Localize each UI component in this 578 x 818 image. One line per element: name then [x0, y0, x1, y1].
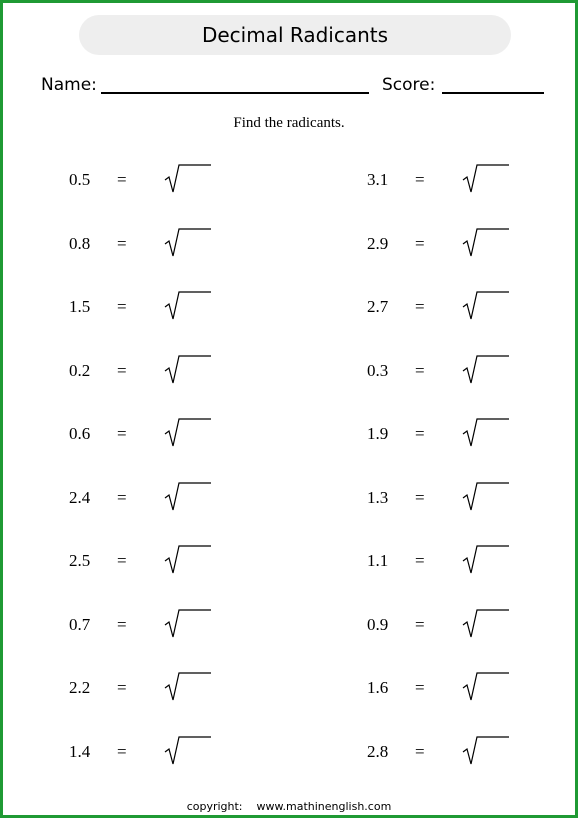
radicand-value: 2.8	[367, 741, 389, 761]
answer-space[interactable]	[479, 230, 509, 256]
equals-sign: =	[117, 233, 127, 253]
score-blank-line	[442, 92, 544, 94]
site-link[interactable]: www.mathinenglish.com	[256, 800, 392, 813]
equals-sign: =	[117, 551, 127, 570]
instruction-text: Find the radicants.	[233, 115, 345, 131]
answer-space[interactable]	[181, 547, 211, 573]
equals-sign: =	[415, 424, 425, 443]
copyright-label: copyright:	[186, 800, 243, 813]
radicand-value: 0.3	[367, 360, 389, 380]
radicand-value: 1.3	[367, 487, 389, 507]
name-blank-line	[101, 92, 369, 94]
answer-space[interactable]	[181, 674, 211, 700]
equals-sign: =	[415, 297, 425, 316]
equals-sign: =	[117, 424, 127, 443]
answer-space[interactable]	[181, 230, 211, 256]
equals-sign: =	[117, 678, 127, 697]
name-label: Name:	[41, 75, 97, 95]
equals-sign: =	[415, 678, 425, 697]
equals-sign: =	[415, 170, 425, 189]
answer-space[interactable]	[479, 738, 509, 764]
radicand-value: 0.5	[69, 170, 91, 189]
radicand-value: 0.6	[69, 424, 91, 443]
equals-sign: =	[117, 741, 127, 761]
radicand-value: 1.1	[367, 551, 389, 570]
answer-space[interactable]	[181, 166, 211, 192]
equals-sign: =	[415, 233, 425, 253]
equals-sign: =	[415, 551, 425, 570]
equals-sign: =	[117, 297, 127, 316]
answer-space[interactable]	[181, 738, 211, 764]
equals-sign: =	[117, 487, 127, 507]
student-info-row	[41, 73, 546, 99]
answer-space[interactable]	[181, 420, 211, 446]
equals-sign: =	[415, 360, 425, 380]
radicand-value: 2.4	[69, 487, 91, 507]
answer-space[interactable]	[181, 357, 211, 383]
radicand-value: 0.7	[69, 614, 91, 634]
answer-space[interactable]	[479, 357, 509, 383]
equals-sign: =	[415, 487, 425, 507]
answer-space[interactable]	[479, 484, 509, 510]
answer-space[interactable]	[181, 611, 211, 637]
equals-sign: =	[415, 741, 425, 761]
radicand-value: 0.2	[69, 360, 91, 380]
radicand-value: 3.1	[367, 170, 389, 189]
radicand-value: 2.7	[367, 297, 389, 316]
answer-space[interactable]	[479, 674, 509, 700]
radicand-value: 1.6	[367, 678, 389, 697]
radicand-value: 2.9	[367, 233, 389, 253]
copyright-footer	[3, 800, 575, 813]
answer-space[interactable]	[479, 547, 509, 573]
score-label: Score:	[382, 75, 436, 95]
equals-sign: =	[415, 614, 425, 634]
answer-space[interactable]	[181, 484, 211, 510]
answer-space[interactable]	[479, 293, 509, 319]
answer-space[interactable]	[479, 420, 509, 446]
radicand-value: 0.8	[69, 233, 91, 253]
equals-sign: =	[117, 614, 127, 634]
answer-space[interactable]	[479, 166, 509, 192]
radicand-value: 1.5	[69, 297, 91, 316]
radicand-value: 2.5	[69, 551, 91, 570]
radicand-value: 1.4	[69, 741, 91, 761]
radicand-value: 2.2	[69, 678, 91, 697]
worksheet-title: Decimal Radicants	[79, 15, 511, 55]
radicand-value: 0.9	[367, 614, 389, 634]
answer-space[interactable]	[479, 611, 509, 637]
equals-sign: =	[117, 170, 127, 189]
answer-space[interactable]	[181, 293, 211, 319]
radicand-value: 1.9	[367, 424, 389, 443]
equals-sign: =	[117, 360, 127, 380]
